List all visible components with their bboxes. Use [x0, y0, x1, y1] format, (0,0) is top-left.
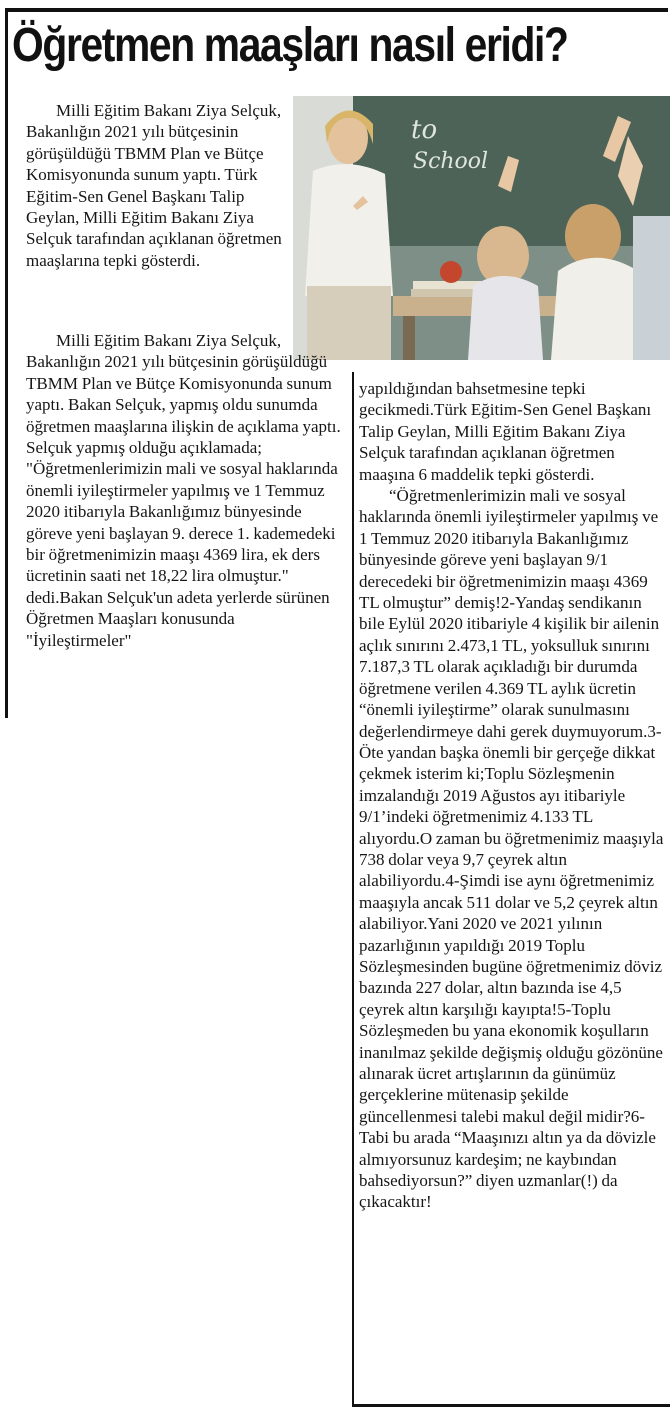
classroom-photo: [293, 96, 670, 360]
top-rule: [8, 8, 668, 12]
bottom-rule: [352, 1404, 670, 1407]
left-lower-column: [26, 330, 342, 651]
right-column: [359, 378, 665, 1213]
headline: Öğretmen maaşları nasıl eridi?: [12, 19, 568, 72]
left-column-rule: [5, 8, 8, 718]
board-text-to: to: [411, 115, 438, 145]
right-paragraph-1: yapıldığından bahsetmesine tepki gecikmedi.Türk Eğitim-Sen Genel Başkanı Talip Geylan, Milli Eğitim Bakanı Ziya Selçuk tarafından açıklanan öğretmen maaşına 6 maddelik tepki gösterdi.: [359, 379, 652, 484]
right-paragraph-2: “Öğretmenlerimizin mali ve sosyal haklarında önemli iyileştirmeler yapılmış ve 1 Temmuz 2020 itibarıyla Bakanlığımız bünyesinde göreve yeni başlayan 9/1 derecedeki bir öğretmenimizin maaşı 4369 TL olmuştur” demiş!2-Yandaş sendikanın bile Eylül 2020 itibariyle 4 kişilik bir ailenin açlık sınırını 2.473,1 TL, yoksulluk sınırını 7.187,3 TL olarak açıkladığı bir durumda öğretmene verilen 4.369 TL aylık ücretin “önemli iyileştirme” olarak sunulmasını değerlendirmeye dahi gerek duymuyorum.3-Öte yandan başka önemli bir gerçeğe dikkat çekmek isterim ki;Toplu Sözleşmenin imzalandığı 2019 Ağustos ayı itibariyle 9/1’indeki öğretmenimiz 4.133 TL alıyordu.O zaman bu öğretmenimiz maaşıyla 738 dolar veya 9,7 çeyrek altın alabiliyordu.4-Şimdi ise aynı öğretmenimiz maaşıyla ancak 511 dolar ve 5,2 çeyrek altın alabiliyor.Yani 2020 ve 2021 yılının pazarlığının yapıldığı 2019 Toplu Sözleşmesinden bugüne öğretmenimiz döviz bazında 227 dolar, altın bazında ise 4,5 çeyrek altın karşılığı kayıpta!5-Toplu Sözleşmeden bu yana ekonomik koşulların inanılmaz şekilde değişmiş olduğu gözönüne alınarak ücret artışlarının da günümüz gerçeklerine mütenasip şekilde güncellenmesi talebi makul değil midir?6- Tabi bu arada “Maaşınızı altın ya da dövizle almıyorsunuz kardeşim; ne kaybından bahsediyorsun?” diyen uzmanlar(!) da çıkacaktır!: [359, 486, 664, 1212]
second-paragraph: Milli Eğitim Bakanı Ziya Selçuk, Bakanlığın 2021 yılı bütçesinin görüşüldüğü TBMM Plan ve Bütçe Komisyonunda sunum yaptı. Bakan Selçuk, yapmış oldu sunumda öğretmen maaşlarına ilişkin de açıklama yaptı. Selçuk yapmış olduğu açıklamada; "Öğretmenlerimizin mali ve sosyal haklarında önemli iyileştirmeler yapılmış ve 1 Temmuz 2020 itibarıyla Bakanlığımız bünyesinde göreve yeni başlayan 9. derece 1. kademedeki bir öğretmenimizin maaşı 4369 lira, ek ders ücretinin saati net 18,22 lira olmuştur." dedi.Bakan Selçuk'un adeta yerlerde sürünen Öğretmen Maaşları konusunda "İyileştirmeler": [26, 331, 341, 650]
intro-paragraph: Milli Eğitim Bakanı Ziya Selçuk, Bakanlığın 2021 yılı bütçesinin görüşüldüğü TBMM Plan ve Bütçe Komisyonunda sunum yaptı. Türk Eğitim-Sen Genel Başkanı Talip Geylan, Milli Eğitim Bakanı Ziya Selçuk tarafından açıklanan öğretmen maaşlarına tepki gösterdi.: [26, 101, 282, 270]
board-text-school: School: [413, 149, 489, 174]
right-column-rule: [352, 372, 354, 1406]
intro-column: [26, 100, 292, 271]
